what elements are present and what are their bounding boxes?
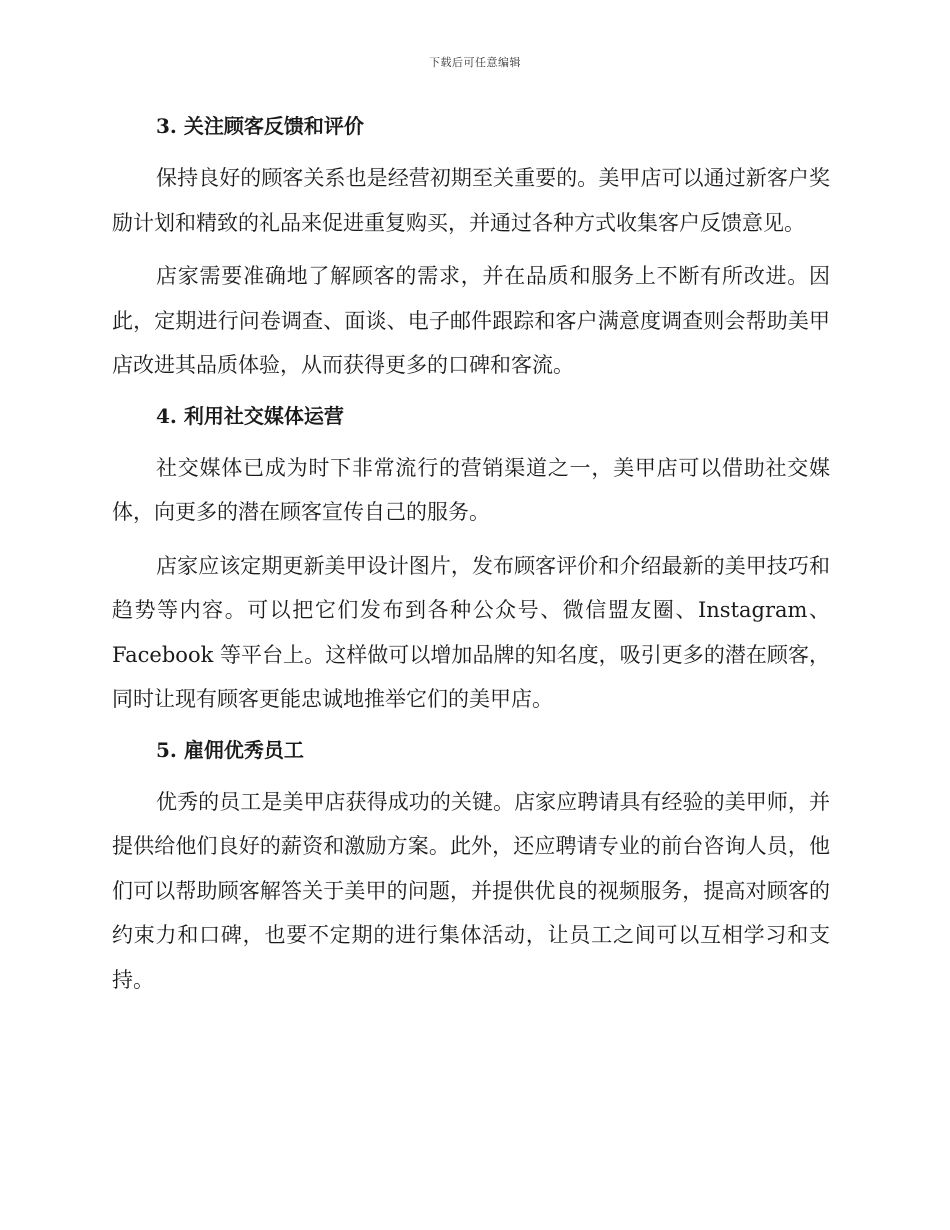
paragraph: 优秀的员工是美甲店获得成功的关键。店家应聘请具有经验的美甲师，并提供给他们良好的薪资和激励方案。此外，还应聘请专业的前台咨询人员，他们可以帮助顾客解答关于美甲的问题，并提供优良的视频服务，提高对顾客的约束力和口碑，也要不定期的进行集体活动，让员工之间可以互相学习和支持。 (112, 789, 830, 992)
section-heading: 5. 雇佣优秀员工 (156, 737, 304, 762)
document-body (112, 110, 830, 1002)
paragraph: 店家需要准确地了解顾客的需求，并在品质和服务上不断有所改进。因此，定期进行问卷调查、面谈、电子邮件跟踪和客户满意度调查则会帮助美甲店改进其品质体验，从而获得更多的口碑和客流。 (112, 264, 830, 377)
section-heading: 3. 关注顾客反馈和评价 (156, 114, 364, 138)
page-header: 下载后可任意编辑 (429, 56, 521, 69)
section-heading: 4. 利用社交媒体运营 (156, 403, 344, 428)
paragraph: 店家应该定期更新美甲设计图片，发布顾客评价和介绍最新的美甲技巧和趋势等内容。可以把它们发布到各种公众号、微信盟友圈、Instagram、Facebook 等平台上。这样做可以增加品牌的知名度，吸引更多的潜在顾客，同时让现有顾客更能忠诚地推举它们的美甲店。 (112, 553, 830, 711)
paragraph: 社交媒体已成为时下非常流行的营销渠道之一，美甲店可以借助社交媒体，向更多的潜在顾客宣传自己的服务。 (112, 455, 830, 524)
section-hire-staff (112, 734, 830, 1003)
section-customer-feedback (112, 110, 830, 388)
section-social-media (112, 400, 830, 722)
paragraph: 保持良好的顾客关系也是经营初期至关重要的。美甲店可以通过新客户奖励计划和精致的礼品来促进重复购买，并通过各种方式收集客户反馈意见。 (112, 166, 830, 235)
